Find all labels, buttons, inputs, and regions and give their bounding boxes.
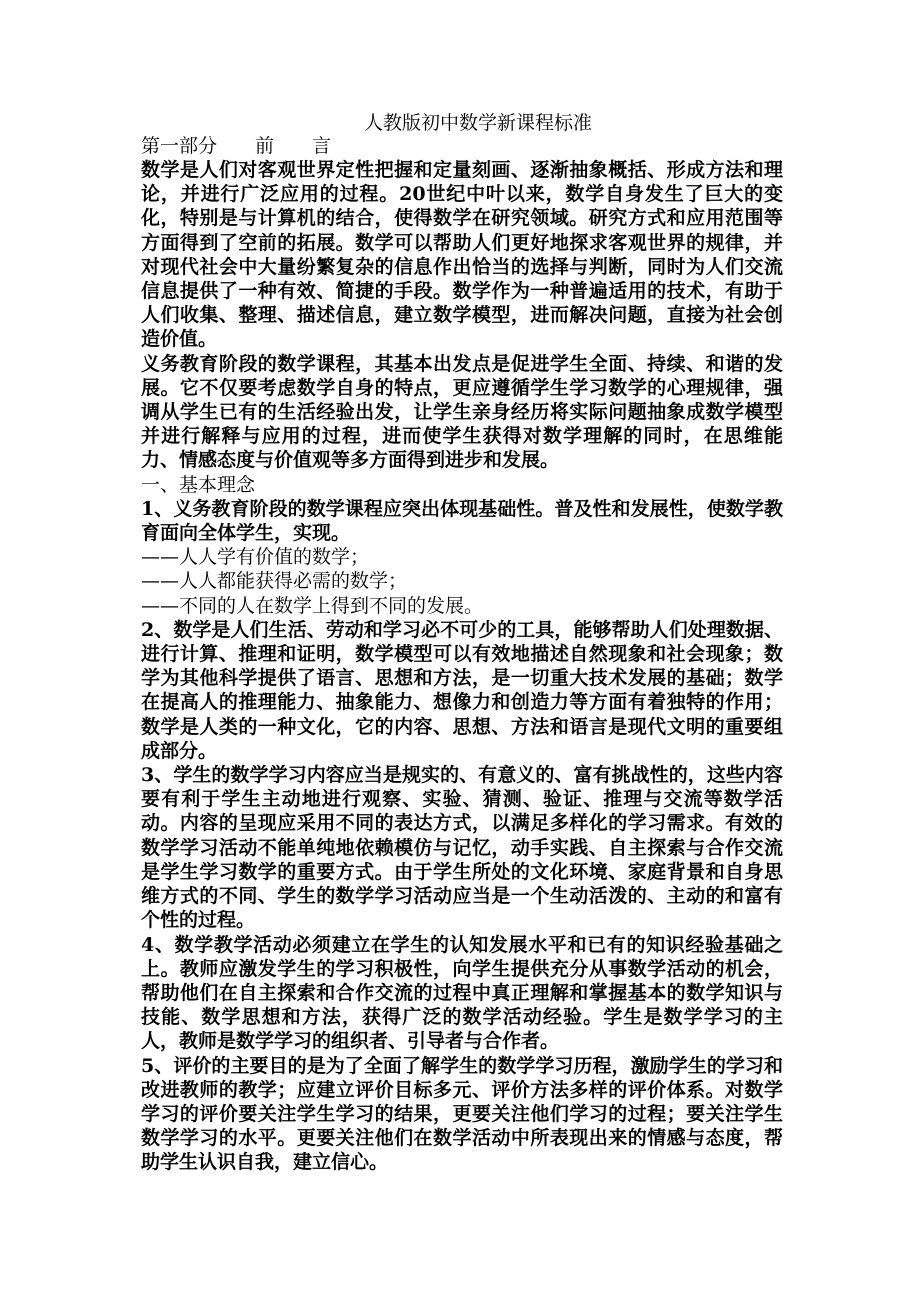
concept-paragraph: 2、数学是人们生活、劳动和学习必不可少的工具，能够帮助人们处理数据、进行计算、推理和证明，数学模型可以有效地描述自然现象和社会现象；数学为其他科学提供了语言、思想和方法，是一切重大技术发展的基础；数学在提高人的推理能力、抽象能力、想像力和创造力等方面有着独特的作用；数学是人类的一种文化，它的内容、思想、方法和语言是现代文明的重要组成部分。 <box>141 618 783 762</box>
section-heading-preface: 第一部分 前 言 <box>141 135 332 157</box>
concept-paragraph: 4、数学教学活动必须建立在学生的认知发展水平和已有的知识经验基础之上。教师应激发学生的学习积极性，向学生提供充分从事数学活动的机会，帮助他们在自主探索和合作交流的过程中真正理解和掌握基本的数学知识与技能、数学思想和方法，获得广泛的数学活动经验。学生是数学学习的主人，教师是数学学习的组织者、引导者与合作者。 <box>141 933 783 1053</box>
concept-paragraph: 5、评价的主要目的是为了全面了解学生的数学学习历程，激励学生的学习和改进教师的教学；应建立评价目标多元、评价方法多样的评价体系。对数学学习的评价要关注学生学习的结果，更要关注他们学习的过程；要关注学生数学学习的水平。更要关注他们在数学活动中所表现出来的情感与态度，帮助学生认识自我，建立信心。 <box>141 1054 783 1174</box>
concept-paragraph: 1、义务教育阶段的数学课程应突出体现基础性。普及性和发展性，使数学教育面向全体学生，实现。 <box>141 497 783 545</box>
dash-line: ——人人都能获得必需的数学； <box>141 570 408 593</box>
concept-paragraph: 3、学生的数学学习内容应当是规实的、有意义的、富有挑战性的，这些内容要有利于学生主动地进行观察、实验、猜测、验证、推理与交流等数学活动。内容的呈现应采用不同的表达方式，以满足多样化的学习需求。有效的数学学习活动不能单纯地依赖模仿与记忆，动手实践、自主探索与合作交流是学生学习数学的重要方式。由于学生所处的文化环境、家庭背景和自身思维方式的不同、学生的数学学习活动应当是一个生动活泼的、主动的和富有个性的过程。 <box>141 764 783 932</box>
document-page <box>141 112 783 1175</box>
concepts-heading: 一、基本理念 <box>141 473 256 496</box>
document-title: 人教版初中数学新课程标准 <box>363 112 592 134</box>
dash-line: ——人人学有价值的数学； <box>141 546 370 569</box>
dash-line: ——不同的人在数学上得到不同的发展。 <box>141 594 484 617</box>
intro-paragraph: 数学是人们对客观世界定性把握和定量刻画、逐渐抽象概括、形成方法和理论，并进行广泛应用的过程。20世纪中叶以来，数学自身发生了巨大的变化，特别是与计算机的结合，使得数学在研究领域。研究方式和应用范围等方面得到了空前的拓展。数学可以帮助人们更好地探求客观世界的规律，并对现代社会中大量纷繁复杂的信息作出恰当的选择与判断，同时为人们交流信息提供了一种有效、简捷的手段。数学作为一种普遍适用的技术，有助于人们收集、整理、描述信息，建立数学模型，进而解决问题，直接为社会创造价值。 <box>141 159 783 351</box>
intro-paragraph: 义务教育阶段的数学课程，其基本出发点是促进学生全面、持续、和谐的发展。它不仅要考虑数学自身的特点，更应遵循学生学习数学的心理规律，强调从学生已有的生活经验出发，让学生亲身经历将实际问题抽象成数学模型并进行解释与应用的过程，进而使学生获得对数学理解的同时，在思维能力、情感态度与价值观等多方面得到进步和发展。 <box>141 352 783 472</box>
document-body <box>141 158 783 1175</box>
